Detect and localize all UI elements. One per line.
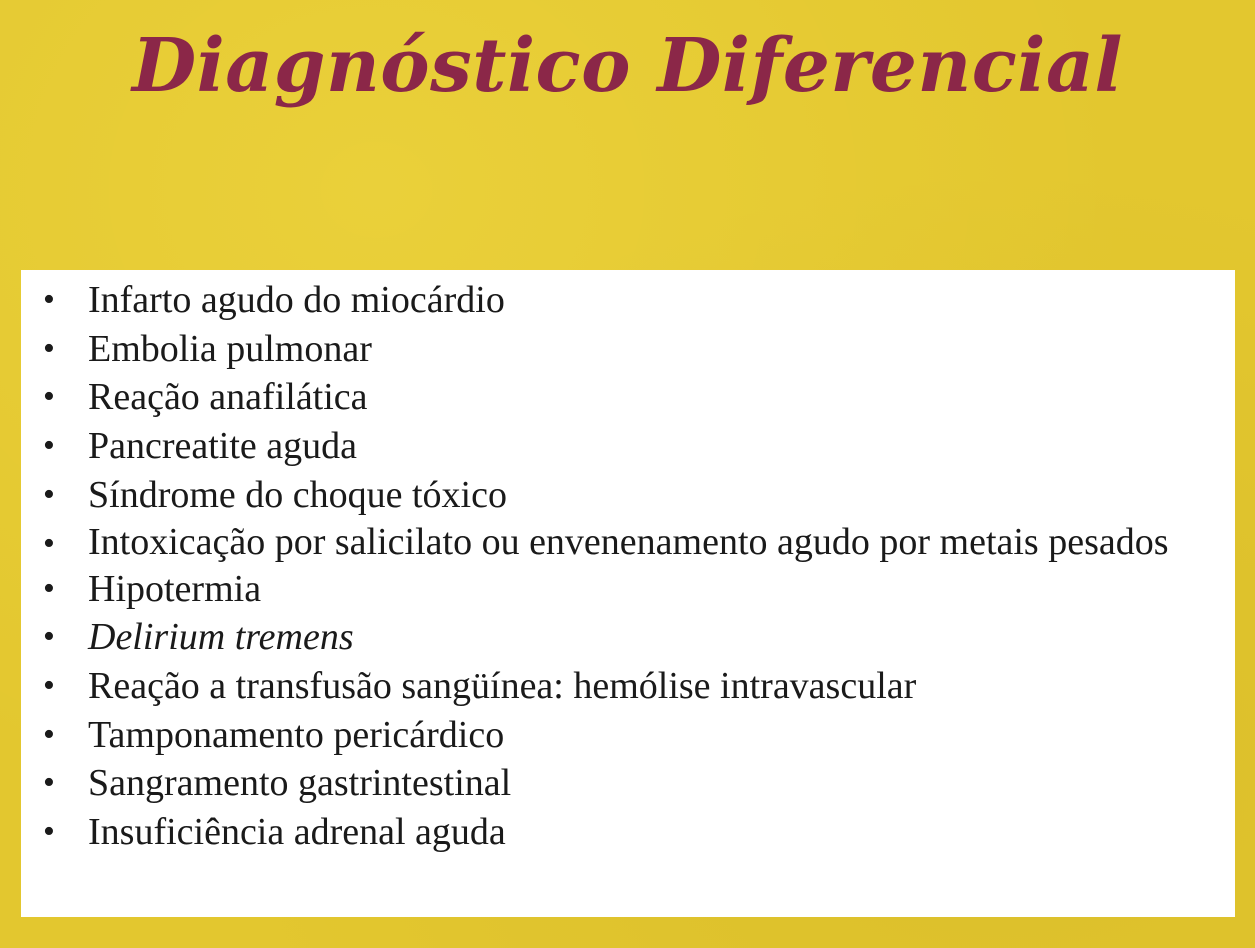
bullet-icon: • <box>43 666 55 704</box>
list-item-text: Embolia pulmonar <box>88 327 372 370</box>
page-title: Diagnóstico Diferencial <box>131 23 1124 109</box>
list-item <box>21 565 1235 614</box>
list-item <box>21 373 1235 422</box>
list-item-text: Reação anafilática <box>88 376 368 419</box>
list-item-text: Síndrome do choque tóxico <box>88 473 507 516</box>
bullet-icon: • <box>43 427 55 465</box>
list-item-text: Sangramento gastrintestinal <box>88 762 512 805</box>
bullet-icon: • <box>43 618 55 656</box>
bullet-icon: • <box>43 569 55 607</box>
list-item <box>21 325 1235 374</box>
list-item <box>21 759 1235 808</box>
bullet-icon: • <box>43 281 55 318</box>
list-item-text: Reação a transfusão sangüínea: hemólise intravascular <box>88 664 917 707</box>
list-item <box>21 613 1235 662</box>
list-item-text: Hipotermia <box>88 567 262 610</box>
list-item-text: Infarto agudo do miocárdio <box>88 279 505 321</box>
list-item <box>21 471 1235 520</box>
bullet-icon: • <box>43 524 55 562</box>
list-item <box>21 422 1235 471</box>
list-item-text: Intoxicação por salicilato ou envenenamento agudo por metais pesados <box>88 520 1169 563</box>
bullet-icon: • <box>43 329 55 367</box>
differential-list-panel <box>21 270 1235 917</box>
list-item <box>21 520 1235 565</box>
differential-list <box>21 276 1235 857</box>
list-item <box>21 711 1235 760</box>
bullet-icon: • <box>43 764 55 802</box>
bullet-icon: • <box>43 715 55 753</box>
list-item <box>21 808 1235 857</box>
list-item <box>21 276 1235 325</box>
bullet-icon: • <box>43 475 55 513</box>
list-item-text: Tamponamento pericárdico <box>88 713 505 756</box>
list-item-text: Insuficiência adrenal aguda <box>88 811 506 854</box>
list-item-text: Delirium tremens <box>88 616 354 659</box>
bullet-icon: • <box>43 813 55 851</box>
bullet-icon: • <box>43 378 55 416</box>
list-item <box>21 662 1235 711</box>
list-item-text: Pancreatite aguda <box>88 425 358 468</box>
